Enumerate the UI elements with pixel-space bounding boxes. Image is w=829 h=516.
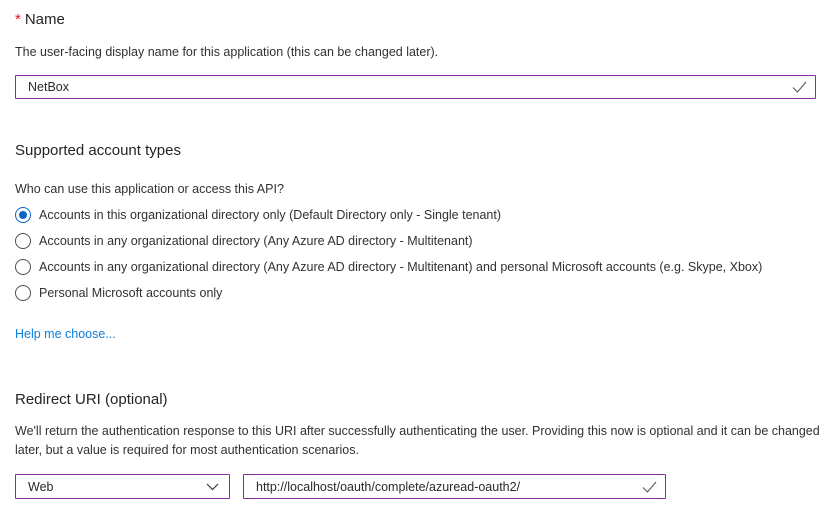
redirect-uri-description: We'll return the authentication response to this URI after successfully authenticating the user. Providing this now is optional and it can be changed later, but a value is required for most authentication scenarios. [15,424,820,457]
radio-button[interactable] [15,285,31,301]
radio-option-multitenant[interactable] [15,232,473,250]
radio-option-single-tenant[interactable] [15,206,501,224]
radio-option-label: Personal Microsoft accounts only [39,286,223,300]
account-types-title: Supported account types [15,142,181,159]
redirect-uri-input[interactable] [244,475,665,498]
radio-option-label: Accounts in this organizational directory only (Default Directory only - Single tenant) [39,208,502,222]
radio-option-personal-only[interactable] [15,284,222,302]
radio-option-label: Accounts in any organizational directory (Any Azure AD directory - Multitenant) and personal Microsoft accounts (e.g. Skype, Xbox) [39,260,763,274]
name-title-text: Name [24,11,65,28]
name-input[interactable] [16,76,815,98]
platform-selected-value: Web [28,479,54,494]
help-me-choose-link[interactable]: Help me choose... [15,327,116,341]
radio-button[interactable] [15,259,31,275]
name-description: The user-facing display name for this application (this can be changed later). [15,45,439,59]
required-asterisk: * [15,11,21,28]
name-section-title [15,10,65,30]
radio-button-selected[interactable] [15,207,31,223]
name-input-wrap [15,75,816,99]
redirect-uri-input-wrap [243,474,666,499]
redirect-uri-title: Redirect URI (optional) [15,391,168,408]
radio-option-label: Accounts in any organizational directory (Any Azure AD directory - Multitenant) [39,234,473,248]
account-types-question: Who can use this application or access this API? [15,182,284,196]
chevron-down-icon [206,483,219,491]
radio-option-multitenant-personal[interactable] [15,258,762,276]
radio-button[interactable] [15,233,31,249]
redirect-platform-select[interactable] [15,474,230,499]
